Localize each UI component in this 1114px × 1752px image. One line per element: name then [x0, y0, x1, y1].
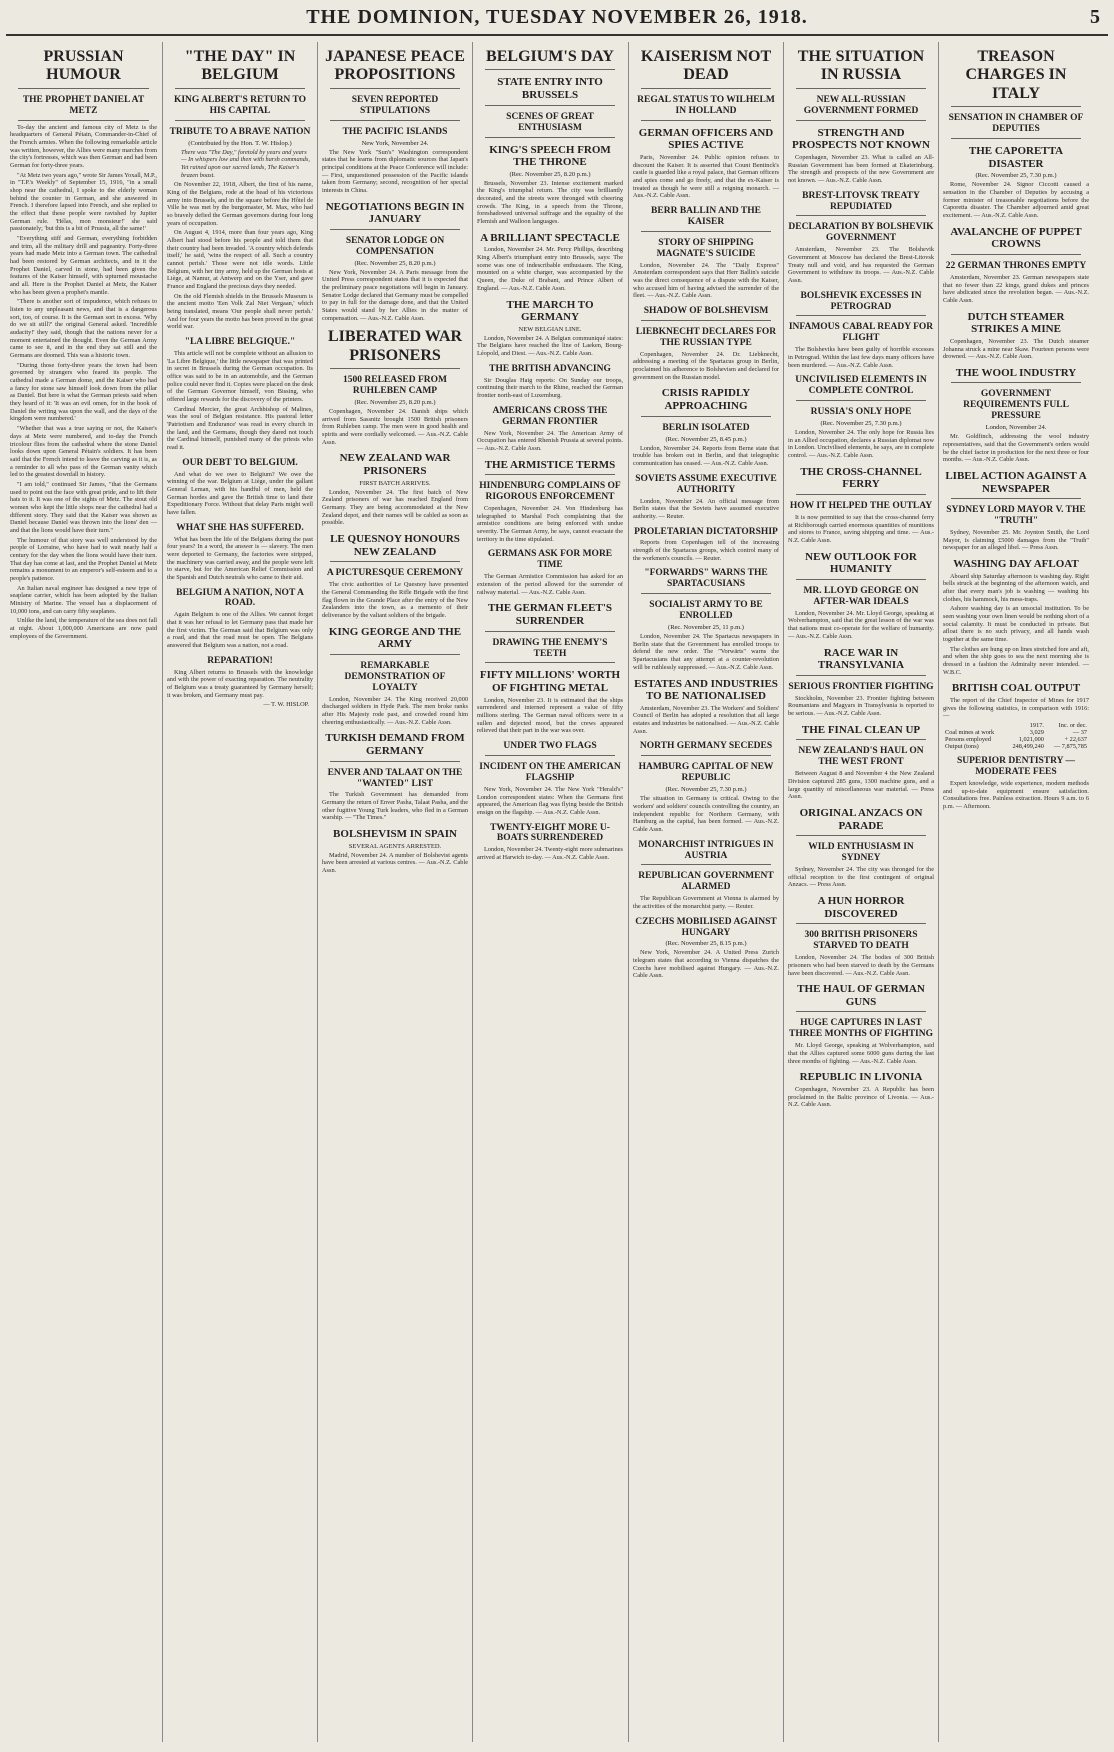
paragraph: London, November 24. Mr. Lloyd George, speaking at Wolverhampton, said that the great lesson of the war was that nations must co-operate for the welfare of humanity. — Aus.-N.Z. Cable Assn. [788, 609, 934, 640]
headline: HAMBURG CAPITAL OF NEW REPUBLIC [638, 762, 774, 784]
headline: BELGIUM A NATION, NOT A ROAD. [176, 587, 304, 609]
signature: — T. W. HISLOP. [263, 701, 309, 709]
table-cell: — 37 [1072, 729, 1087, 737]
divider [951, 254, 1081, 255]
dateline: (Rec. November 25, 8.20 p.m.) [354, 259, 436, 267]
headline: REGAL STATUS TO WILHELM IN HOLLAND [637, 94, 775, 116]
divider [796, 739, 926, 740]
paragraph: The Republican Government at Vienna is alarmed by the activities of the monarchist party. — Reuter. [633, 895, 779, 910]
headline: THE BRITISH ADVANCING [489, 363, 611, 374]
headline: SEVEN REPORTED STIPULATIONS [351, 94, 439, 116]
headline: MR. LLOYD GEORGE ON AFTER-WAR IDEALS [803, 585, 919, 607]
paragraph: The German Armistice Commission has asked for an extension of the period allowed for the surrender of railway material. — Aus.-N.Z. Cable Assn. [477, 573, 623, 596]
dateline: (Rec. November 25, 7.30 p.m.) [820, 420, 902, 428]
divider [175, 88, 305, 89]
paragraph: Amsterdam, November 23. German newspapers state that no fewer than 22 kings, grand dukes and princes have abdicated since the revolution began. — Aus.-N.Z. Cable Assn. [943, 273, 1089, 304]
table-row [943, 736, 1089, 743]
table-cell: 1917. [1029, 722, 1044, 730]
paragraph: The situation in Germany is critical. Owing to the workers' and soldiers' councils controlling the country, an independent republic for Northern Germany, with Hamburg as the capital, has been formed. — Aus.-N.Z. Cable Assn. [633, 795, 779, 833]
paragraph: New York, November 24. A Paris message from the United Press correspondent states that it is expected that the preliminary peace negotiations will begin in January. Senator Lodge declared that Germany must be compelled to pay in full for the damage done, and that the United States would stand by her Allies in the matter of compensation. — Aus.-N.Z. Cable Assn. [322, 268, 468, 322]
paragraph: London, November 24. The "Daily Express" Amsterdam correspondent says that Herr Ballin's suicide was the direct consequence of a dispute with the Kaiser, who accused him of having advised the surrender of the fleet. — Aus.-N.Z. Cable Assn. [633, 261, 779, 300]
divider [485, 662, 615, 663]
headline: THE CAPORETTA DISASTER [968, 145, 1064, 170]
paragraph: London, November 24. Mr. Percy Phillips, describing King Albert's triumphant entry into Brussels, says: The scene was one of indescribable enthusiasm. The King, mounted on a white charger, was accompanied by the Queen, the Duke of Brabant, and Prince Albert of England. — Aus.-N.Z. Cable Assn. [477, 246, 623, 292]
paragraph: Cardinal Mercier, the great Archbishop of Malines, was the soul of Belgian resistance. His pastoral letter 'Patriotism and Endurance' was read in every church in the land, and the Germans, though they dared not touch the Cardinal himself, punished many of the priests who read it. [167, 405, 313, 451]
paragraph: "I am told," continued Sir James, "that the Germans used to point out the face with great pride, and to lift their hats to it. It was one of the sights of Metz. The stout old women who kept the little shops near the cathedral had a different story. They said that the Kaiser was shown as Daniel because Daniel was thrown into the lions' den — and that the lions would have their turn." [10, 480, 157, 534]
headline: REPUBLICAN GOVERNMENT ALARMED [638, 871, 774, 893]
paragraph: Copenhagen, November 24. Dr. Liebknecht, addressing a meeting of the Spartacus group in Berlin, proclaimed his adherence to Bolshevism and declared for government on the Russian model. [633, 350, 779, 381]
column-7 [938, 42, 1093, 1742]
headline: WASHING DAY AFLOAT [953, 558, 1079, 571]
paragraph: The civic authorities of Le Quesnoy have presented the General Commanding the Rifle Brigade with the first flag flown in the Grande Place after the entry of the New Zealanders into the town, as a memento of their deliverance by the valiant soldiers of the brigade. [322, 581, 468, 619]
headline: GERMAN OFFICERS AND SPIES ACTIVE [638, 126, 774, 152]
paragraph: Madrid, November 24. A number of Bolshevist agents have been arrested at various centres. — Aus.-N.Z. Cable Assn. [322, 851, 468, 875]
divider [330, 88, 460, 89]
headline: SERIOUS FRONTIER FIGHTING [788, 681, 934, 692]
divider [641, 120, 771, 121]
paragraph: The report of the Chief Inspector of Mines for 1917 gives the following statistics, in comparison with 1916: — [943, 697, 1089, 720]
divider [641, 231, 771, 232]
headline: THE CROSS-CHANNEL FERRY [800, 465, 922, 491]
headline: "THE DAY" IN BELGIUM [184, 48, 296, 84]
table-cell: 3,029 [1029, 729, 1044, 737]
paragraph: Brussels, November 23. Intense excitement marked the King's triumphal return. The city was brilliantly decorated, and the streets were thronged with cheering crowds. The King, in a speech from the Throne, foreshadowed universal suffrage and the equality of the Flemish and Walloon languages. [477, 179, 623, 226]
headline: BERLIN ISOLATED [662, 422, 750, 433]
headline: GOVERNMENT REQUIREMENTS FULL PRESSURE [963, 389, 1069, 422]
table-cell: Coal mines at work [945, 729, 995, 737]
divider [796, 923, 926, 924]
table-cell: Inc. or dec. [1058, 722, 1087, 730]
headline: NORTH GERMANY SECEDES [639, 741, 773, 752]
page-number: 5 [1090, 6, 1100, 28]
paragraph: Sir Douglas Haig reports: On Sunday our troops, continuing their march to the Rhine, reached the German frontier north-east of Luxemburg. [477, 376, 623, 400]
headline: BERR BALLIN AND THE KAISER [651, 205, 761, 227]
dateline: (Rec. November 25, 7.30 p.m.) [975, 172, 1057, 180]
headline: THE GERMAN FLEET'S SURRENDER [487, 602, 613, 627]
headline: THE SITUATION IN RUSSIA [797, 48, 925, 84]
headline: THE HAUL OF GERMAN GUNS [797, 983, 925, 1008]
paragraph: Amsterdam, November 23. The Workers' and Soldiers' Council of Berlin has adopted a resolution that all large estates and industries be nationalised. — Aus.-N.Z. Cable Assn. [633, 704, 779, 735]
headline: KING GEORGE AND THE ARMY [328, 625, 462, 651]
paragraph: On August 4, 1914, more than four years ago, King Albert had stood before his people and told them that their country had been invaded. 'A country which defends itself,' he said, 'wins the respect of all. Such a country cannot perish.' Those were not idle words. Little Belgium, with her tiny army, held up the German hosts at Liège, at Namur, at Antwerp and on the Yser, and gave France and England the precious days they needed. [167, 229, 313, 290]
divider [485, 474, 615, 475]
headline: AMERICANS CROSS THE GERMAN FRONTIER [492, 405, 608, 427]
dateline: FIRST BATCH ARRIVES. [359, 479, 431, 487]
paragraph: An Italian naval engineer has designed a new type of seaplane carrier, which has been adopted by the Italian Ministry of Marine. The vessel has a displacement of 10,000 tons, and can carry fifty seaplanes. [10, 584, 157, 615]
headline: THE WOOL INDUSTRY [955, 366, 1077, 379]
headline: ESTATES AND INDUSTRIES TO BE NATIONALISED [634, 677, 778, 703]
headline: REPUBLIC IN LIVONIA [799, 1071, 923, 1084]
divider [330, 761, 460, 762]
headline: KING'S SPEECH FROM THE THRONE [489, 143, 611, 169]
paragraph: Copenhagen, November 23. What is called an All-Russian Government has been formed at Ekaterinburg. The strength and prospects of the new Government are not known. — Aus.-N.Z. Cable Assn. [788, 153, 934, 184]
table-cell: 248,499,240 [1012, 743, 1044, 751]
headline: LE QUESNOY HONOURS NEW ZEALAND [330, 533, 460, 558]
paragraph: What has been the life of the Belgians during the past four years? In a word, the answer is — slavery. The men were deported to Germany, the factories were stripped, the machinery was carried away, and the people were left to starve, but for the American Relief Commission and the Spanish and Dutch neutrals who came to their aid. [167, 535, 313, 581]
paragraph: "Everything stiff and German, everything forbidden and trim, all the military drill and pageantry. Forty-three years had made Metz into a German town. The cathedral had been restored by German architects, and in it the Prophet Daniel, carved in stone, had been given the features of the Kaiser himself, with upturned moustache and all. Here is the Prophet Daniel at Metz, the Kaiser who has been given a prophet's mantle. [10, 235, 157, 296]
verse: There was "The Day," foretold by years and years — In whispers low and then with harsh commands, Yet rained upon our sacred lands, The Kaiser's brazen boast. [181, 148, 310, 179]
divider [951, 138, 1081, 139]
headline: 1500 RELEASED FROM RUHLEBEN CAMP [343, 375, 447, 397]
table-cell: + 22,637 [1064, 736, 1087, 744]
column-3 [317, 42, 472, 1742]
paragraph: Between August 8 and November 4 the New Zealand Division captured 285 guns, 1300 machine guns, and a large quantity of miscellaneous war material. — Press Assn. [788, 770, 934, 801]
paragraph: Expert knowledge, wide experience, modern methods and up-to-date equipment ensure satisfaction. Consultations free. Painless extraction. Hours 9 a.m. to 6 p.m. — Afternoon. [943, 779, 1089, 810]
dateline: (Rec. November 25, 7.30 p.m.) [665, 786, 747, 794]
headline: KING ALBERT'S RETURN TO HIS CAPITAL [173, 94, 307, 116]
table-row [943, 729, 1089, 736]
divider [641, 593, 771, 594]
headline: AVALANCHE OF PUPPET CROWNS [950, 225, 1082, 251]
column-4 [472, 42, 627, 1742]
headline: DUTCH STEAMER STRIKES A MINE [967, 310, 1065, 336]
headline: TWENTY-EIGHT MORE U-BOATS SURRENDERED [490, 822, 610, 844]
headline: A HUN HORROR DISCOVERED [817, 895, 905, 920]
masthead-title: THE DOMINION, TUESDAY NOVEMBER 26, 1918. [306, 6, 808, 28]
paragraph: Sydney, November 25. Mr. Joynton Smith, the Lord Mayor, is claiming £5000 damages from the "Truth" newspaper for an alleged libel. — Press Assn. [943, 529, 1089, 552]
paragraph: London, November 24. A Belgian communiqué states: The Belgians have reached the line of Laeken, Bourg-Léopold, and Diest. — Aus.-N.Z. Cable Assn. [477, 334, 623, 358]
paragraph: Sydney, November 24. The city was thronged for the official reception to the first contingent of original Anzacs. — Press Assn. [788, 866, 934, 889]
paragraph: And what do we owe to Belgium? We owe the winning of the war. Belgium at Liège, under the gallant General Leman, with his handful of men, held the German hordes and gave the British time to land their Expeditionary Force. Without that delay Paris might well have fallen. [167, 470, 313, 516]
headline: JAPANESE PEACE PROPOSITIONS [325, 48, 465, 84]
divider [485, 631, 615, 632]
headline: NEGOTIATIONS BEGIN IN JANUARY [325, 200, 465, 226]
headline: STORY OF SHIPPING MAGNATE'S SUICIDE [656, 237, 756, 259]
divider [330, 120, 460, 121]
divider [485, 755, 615, 756]
paragraph: London, November 24. Reports from Berne state that trouble has broken out in Berlin, and that telegraphic communication has ceased. — Aus.-N.Z. Cable Assn. [633, 444, 779, 467]
paragraph: Unlike the land, the temperature of the sea does not fall at night. About 1,000,000 Americans are now paid employees of the Government. [10, 617, 157, 640]
paragraph: London, November 24. The first batch of New Zealand prisoners of war has reached England from Germany. They are being accommodated at the New Zealand depot, and their names will be cabled as soon as possible. [322, 488, 468, 527]
headline: INCIDENT ON THE AMERICAN FLAGSHIP [479, 761, 621, 783]
divider [18, 120, 149, 121]
headline: ORIGINAL ANZACS ON PARADE [799, 806, 923, 832]
headline: RACE WAR IN TRANSYLVANIA [817, 646, 905, 672]
column-1 [6, 42, 161, 1742]
paragraph: Copenhagen, November 24. Danish ships which arrived from Sassnitz brought 1500 British prisoners from Ruhleben camp. The men were in good health and spirits and were cordially welcomed. — Aus.-N.Z. Cable Assn. [322, 408, 468, 446]
paragraph: Copenhagen, November 23. The Dutch steamer Johanna struck a mine near Skaw. Fourteen persons were drowned. — Aus.-N.Z. Cable Assn. [943, 337, 1089, 361]
divider [330, 654, 460, 655]
paragraph: London, November 24. The only hope for Russia lies in an Allied occupation, declares a Russian diplomat now in London. Uncivilised elements, he says, are in complete control. — Aus.-N.Z. Cable Assn. [788, 429, 934, 460]
headline: HINDENBURG COMPLAINS OF RIGOROUS ENFORCEMENT [479, 481, 621, 503]
table-row [943, 722, 1089, 729]
headline: PROLETARIAN DICTATORSHIP [634, 526, 778, 537]
headline: THE FINAL CLEAN UP [801, 723, 921, 736]
headline: FIFTY MILLIONS' WORTH OF FIGHTING METAL [479, 669, 621, 695]
paragraph: The humour of that story was well understood by the people of Lorraine, who have had to wait nearly half a century for the day when the lions would have their turn. That day has come at last, and the Prophet Daniel at Metz remains a monument to an emperor's self-esteem and to a people's patience. [10, 536, 157, 582]
divider [18, 88, 149, 89]
paragraph: "At Metz two years ago," wrote Sir James Yoxall, M.P., in "T.P.'s Weekly" of September 15, 1916, "in a small shop near the cathedral, I spoke to the elderly woman behind the counter in German, and she answered in French. I therefore lapsed into French, and she replied to the effect that these people were ravished by Jupiter German rule. 'Hélas, mon monsieur!' she said passionately; 'but this is a bit of Prussia, all the same!' [10, 171, 157, 233]
headline: MONARCHIST INTRIGUES IN AUSTRIA [638, 839, 774, 861]
headline: HUGE CAPTURES IN LAST THREE MONTHS OF FIGHTING [788, 1018, 933, 1040]
divider [796, 579, 926, 580]
headline: TURKISH DEMAND FROM GERMANY [325, 732, 465, 757]
paragraph: Reports from Copenhagen tell of the increasing strength of the Spartacus groups, which control many of the workmen's councils. — Reuter. [633, 539, 779, 562]
divider [796, 120, 926, 121]
paragraph: New York, November 24. A United Press Zurich telegram states that according to Vienna dispatches the Czechs have mobilised against Hungary. — Aus.-N.Z. Cable Assn. [633, 949, 779, 980]
divider [175, 120, 305, 121]
headline: SOCIALIST ARMY TO BE ENROLLED [649, 600, 763, 622]
divider [796, 675, 926, 676]
headline: UNCIVILISED ELEMENTS IN COMPLETE CONTROL [795, 375, 927, 397]
divider [796, 88, 926, 89]
paragraph: London, November 23. It is estimated that the ships surrendered and interned represent a value of fifty millions sterling. The German naval officers were in a sullen and dejected mood, but the crews appeared relieved that their part in the war was over. [477, 696, 623, 735]
headline: PRUSSIAN HUMOUR [43, 48, 124, 84]
paragraph: "There is another sort of impudence, which refuses to listen to any unpleasant news, and that is a dangerous sort, too, of course. It is the German sort in excess. 'Why do we sit still?' the original General asked. 'Incredible audacity!' they said, though that the nations never for a moment entertained the thought. Even the German Army came to see it, and in the end they sat still and the Germans are doomed. This was a historic town. [10, 298, 157, 360]
paragraph: Copenhagen, November 24. Von Hindenburg has telegraphed to Marshal Foch complaining that the armistice conditions are being enforced with undue severity. The German Army, he says, cannot evacuate the territory in the time stipulated. [477, 505, 623, 543]
dateline: (Contributed by the Hon. T. W. Hislop.) [188, 139, 292, 147]
paragraph: King Albert returns to Brussels with the knowledge and with the power of exacting reparation. The neutrality of Belgium was a treaty guaranteed by Germany herself; it was broken, and Germany must pay. [167, 668, 313, 699]
headline: BOLSHEVIK EXCESSES IN PETROGRAD [800, 290, 922, 312]
paragraph: The New York "Sun's" Washington correspondent states that he learns from diplomatic sources that Japan's principal conditions at the Peace Conference will include: — First, unquestioned possession of the Pacific islands taken from Germany; second, recognition of her special interests in China. [322, 148, 468, 194]
divider [796, 1011, 926, 1012]
headline: DRAWING THE ENEMY'S TEETH [492, 637, 608, 659]
headline: 22 GERMAN THRONES EMPTY [945, 260, 1087, 271]
headline: LIEBKNECHT DECLARES FOR THE RUSSIAN TYPE [635, 326, 777, 348]
dateline: London, November 24. [985, 424, 1047, 432]
headline: BELGIUM'S DAY [486, 48, 614, 65]
divider [485, 137, 615, 138]
column-5 [628, 42, 783, 1742]
headline: WHAT SHE HAS SUFFERED. [176, 522, 304, 533]
divider [641, 755, 771, 756]
headline: SUPERIOR DENTISTRY — MODERATE FEES [956, 756, 1076, 778]
headline: NEW ALL-RUSSIAN GOVERNMENT FORMED [803, 94, 919, 116]
headline: THE PROPHET DANIEL AT METZ [22, 94, 145, 116]
divider [641, 320, 771, 321]
headline: STRENGTH AND PROSPECTS NOT KNOWN [792, 126, 930, 152]
divider [330, 229, 460, 230]
column-6 [783, 42, 938, 1742]
paragraph: "During those forty-three years the town had been governed by strangers who feared its people. The cathedral made a German dome, and the Kaiser who had a fancy for stone saw himself look down from the pillar as Daniel. But here is what the German priests said when they heard of it: 'It was an evil omen, for in the book of Daniel the writing was upon the wall, and the days of the kingdom were numbered.' [10, 361, 157, 423]
headline: RUSSIA'S ONLY HOPE [810, 407, 912, 418]
divider [641, 88, 771, 89]
divider [485, 69, 615, 70]
paragraph: On November 22, 1918, Albert, the first of his name, King of the Belgians, rode at the head of his victorious army into Brussels, and in the square before the Hôtel de Ville he was met by the burgomaster, M. Max, who had so bravely defied the German governors during four long years of occupation. [167, 181, 313, 227]
headline: THE PACIFIC ISLANDS [342, 126, 448, 137]
paragraph: London, November 24. The Spartacus newspapers in Berlin state that the Government has enrolled troops to defend the new order. The "Vorwärts" warns the Spartacusians that any attempt at a counter-revolution will be ruthlessly suppressed. — Aus.-N.Z. Cable Assn. [633, 633, 779, 671]
headline: TREASON CHARGES IN ITALY [965, 48, 1067, 102]
headline: HOW IT HELPED THE OUTLAY [789, 501, 933, 512]
headline: SENSATION IN CHAMBER OF DEPUTIES [948, 113, 1084, 135]
paragraph: New York, November 24. The American Army of Occupation has entered Rhenish Prussia at several points. — Aus.-N.Z. Cable Assn. [477, 429, 623, 452]
table-cell: Persons employed [945, 736, 991, 744]
paragraph: "Whether that was a true saying or not, the Kaiser's days at Metz were numbered, and to-day the French tricolour flies from the cathedral where the stone Daniel looks down upon General Pétain's soldiers. It has been said that the French intend to leave the carving as it is, as a reminder to all who pass of the German vanity which led to the greatest downfall in history. [10, 425, 157, 479]
headline: WILD ENTHUSIASM IN SYDNEY [808, 842, 914, 864]
table-cell [943, 722, 1005, 729]
headline: BOLSHEVISM IN SPAIN [333, 828, 457, 841]
divider [641, 416, 771, 417]
headline: LIBERATED WAR PRISONERS [327, 328, 463, 364]
dateline: (Rec. November 25, 8.20 p.m.) [354, 399, 436, 407]
headline: LIBEL ACTION AGAINST A NEWSPAPER [945, 469, 1087, 495]
headline: GERMANS ASK FOR MORE TIME [487, 549, 613, 571]
headline: "FORWARDS" WARNS THE SPARTACUSIANS [644, 568, 768, 590]
headline: BRITISH COAL OUTPUT [951, 682, 1081, 695]
headline: "LA LIBRE BELGIQUE." [184, 337, 296, 347]
headline: ENVER AND TALAAT ON THE "WANTED" LIST [327, 767, 463, 789]
dateline: SEVERAL AGENTS ARRESTED. [348, 842, 442, 850]
headline: A PICTURESQUE CEREMONY [326, 568, 464, 579]
stats-table [943, 722, 1089, 750]
headline: THE ARMISTICE TERMS [484, 458, 616, 471]
headline: INFAMOUS CABAL READY FOR FLIGHT [788, 322, 934, 344]
paragraph: London, November 24. An official message from Berlin states that the Soviets have assumed executive authority. — Reuter. [633, 497, 779, 520]
dateline: (Rec. November 25, 8.20 p.m.) [509, 170, 591, 178]
paragraph: Again Belgium is one of the Allies. We cannot forget that it was her refusal to let Germany pass that made her the first victim. The German said that Belgium was only a road, and that the road must be open. The Belgians answered that Belgium was a nation, not a road. [167, 611, 313, 650]
paragraph: New York, November 24. The New York "Herald's" London correspondent states: When the Germans first appeared, the American flag was flying beside the British ensign on the flagship. — Aus.-N.Z. Cable Assn. [477, 785, 623, 816]
divider [330, 368, 460, 369]
dateline: (Rec. November 25, 11 p.m.) [668, 624, 744, 632]
headline: NEW OUTLOOK FOR HUMANITY [805, 550, 917, 576]
divider [796, 494, 926, 495]
paragraph: Amsterdam, November 23. The Bolshevik Government at Moscow has declared the Brest-Litovsk Treaty null and void, and has requested the German Government to withdraw its troops. — Aus.-N.Z. Cable Assn. [788, 246, 934, 284]
divider [330, 561, 460, 562]
headline: DECLARATION BY BOLSHEVIK GOVERNMENT [788, 222, 934, 244]
paragraph: London, November 24. The King received 20,000 discharged soldiers in Hyde Park. The men broke ranks after His Majesty rode past, and crowded round him cheering enthusiastically. — Aus.-N.Z. Cable Assn. [322, 695, 468, 726]
dateline: (Rec. November 25, 8.15 p.m.) [665, 940, 747, 948]
divider [485, 105, 615, 106]
table-cell: Output (tons) [945, 743, 979, 751]
paragraph: It is now permitted to say that the cross-channel ferry at Richborough carried enormous quantities of munitions and stores to France, saving shipping and time. — Aus.-N.Z. Cable Assn. [788, 514, 934, 545]
headline: A BRILLIANT SPECTACLE [480, 231, 620, 244]
divider [641, 864, 771, 865]
headline: TRIBUTE TO A BRAVE NATION [169, 126, 311, 137]
paragraph: Ashore washing day is an unsocial institution. To be seen washing your own linen would be nothing short of a social calamity. It must be conducted in private. But afloat there is no such privacy, and all hands wash together at the same time. [943, 605, 1089, 644]
divider [951, 382, 1081, 383]
divider [796, 400, 926, 401]
headline: BREST-LITOVSK TREATY REPUDIATED [802, 190, 920, 212]
paragraph: The Turkish Government has demanded from Germany the return of Enver Pasha, Talaat Pasha, and the other fugitive Young Turk leaders, who fled in a German warship. — "The Times." [322, 791, 468, 822]
divider [951, 106, 1081, 107]
paragraph: This article will not be complete without an allusion to 'La Libre Belgique,' the little newspaper that was printed in secret in Brussels during the German occupation. Its office was said to be in an automobile, and the German police could never find it. Copies were placed on the desk of the German Governor himself, von Bissing, who offered large rewards for the discovery of the printers. [167, 349, 314, 403]
paragraph: London, November 24. The bodies of 300 British prisoners who had been starved to death by the Germans have been discovered. — Aus.-N.Z. Cable Assn. [788, 954, 934, 977]
headline: SOVIETS ASSUME EXECUTIVE AUTHORITY [635, 473, 777, 495]
paragraph: Aboard ship Saturday afternoon is washing day. Right bells struck at the beginning of the afternoon watch, and after that every man's job is washing — washing his clothes, his hammock, his mess-traps. [943, 572, 1089, 603]
masthead-rule [6, 34, 1108, 36]
divider [796, 315, 926, 316]
table-row [943, 743, 1089, 750]
paragraph: On the old Flemish shields in the Brussels Museum is the ancient motto 'Een Volk Zal Niet Vergaan,' which being translated, means 'Our people shall never perish.' And for four years the motto has been proved in the great world war. [167, 292, 313, 331]
paragraph: Copenhagen, November 23. A Republic has been proclaimed in the Baltic province of Livonia. — Aus.-N.Z. Cable Assn. [788, 1085, 934, 1109]
paragraph: To-day the ancient and famous city of Metz is the headquarters of General Pétain, Commander-in-Chief of the French armies. When the following remarkable article was written, however, the Allies were many marches from the city's fortresses, which was then German and had been German for forty-three years. [10, 123, 157, 169]
column-2 [162, 42, 317, 1742]
dateline: (Rec. November 25, 8.45 p.m.) [665, 435, 747, 443]
headline: CRISIS RAPIDLY APPROACHING [661, 387, 751, 413]
paragraph: The Bolsheviks have been guilty of horrible excesses in Petrograd. Within the last few days many officers have been murdered. — Aus.-N.Z. Cable Assn. [788, 346, 934, 369]
table-cell: 1,021,000 [1018, 736, 1044, 744]
dateline: NEW BELGIAN LINE. [518, 325, 582, 333]
table-cell: — 7,875,785 [1053, 743, 1087, 751]
headline: CZECHS MOBILISED AGAINST HUNGARY [635, 916, 777, 938]
headline: SENATOR LODGE ON COMPENSATION [345, 235, 445, 257]
divider [951, 498, 1081, 499]
headline: UNDER TWO FLAGS [503, 741, 597, 752]
paragraph: Mr. Goldfinch, addressing the wool industry representatives, said that the Government's orders would be the chief factor in production for the next three or four months. — Aus.-N.Z. Cable Assn. [943, 433, 1089, 464]
headline: REMARKABLE DEMONSTRATION OF LOYALTY [344, 660, 446, 693]
divider [796, 215, 926, 216]
headline: NEW ZEALAND'S HAUL ON THE WEST FRONT [798, 746, 924, 768]
paragraph: Paris, November 24. Public opinion refuses to discount the Kaiser. It is asserted that Count Bentinck's castle is guarded like a royal palace, that German officers and spies come and go freely, and that the ex-Kaiser is treated as though he were still a reigning monarch. — Aus.-N.Z. Cable Assn. [633, 153, 779, 200]
headline: REPARATION! [207, 655, 273, 666]
masthead [0, 0, 1114, 40]
dateline: New York, November 24. [361, 139, 429, 147]
headline: STATE ENTRY INTO BRUSSELS [497, 76, 603, 102]
headline: SCENES OF GREAT ENTHUSIASM [506, 111, 594, 133]
paragraph: Stockholm, November 23. Frontier fighting between Roumanians and Magyars in Transylvania is reported to be serious. — Aus.-N.Z. Cable Assn. [788, 694, 934, 718]
headline: SYDNEY LORD MAYOR V. THE "TRUTH" [946, 505, 1086, 527]
paragraph: London, November 24. Twenty-eight more submarines arrived at Harwich to-day. — Aus.-N.Z. Cable Assn. [477, 846, 623, 862]
headline: KAISERISM NOT DEAD [640, 48, 772, 84]
headline: THE MARCH TO GERMANY [506, 298, 594, 324]
headline: OUR DEBT TO BELGIUM. [182, 457, 298, 468]
headline: SHADOW OF BOLSHEVISM [643, 305, 769, 316]
paragraph: The clothes are hung up on lines stretched fore and aft, and when the ship goes to sea the next morning she is dressed in a fashion the Admiralty never intended. — W.B.C. [943, 645, 1089, 676]
divider [796, 835, 926, 836]
paragraph: Rome, November 24. Signor Ciccotti caused a sensation in the Chamber of Deputies by accusing a former minister of treasonable negotiations before the Caporetta disaster. The Chamber adjourned amid great excitement. — Aus.-N.Z. Cable Assn. [943, 181, 1089, 219]
paragraph: Mr. Lloyd George, speaking at Wolverhampton, said that the Allies captured some 6000 guns during the last three months of fighting. — Aus.-N.Z. Cable Assn. [788, 1042, 934, 1065]
headline: 300 BRITISH PRISONERS STARVED TO DEATH [804, 930, 918, 952]
headline: NEW ZEALAND WAR PRISONERS [339, 452, 451, 478]
